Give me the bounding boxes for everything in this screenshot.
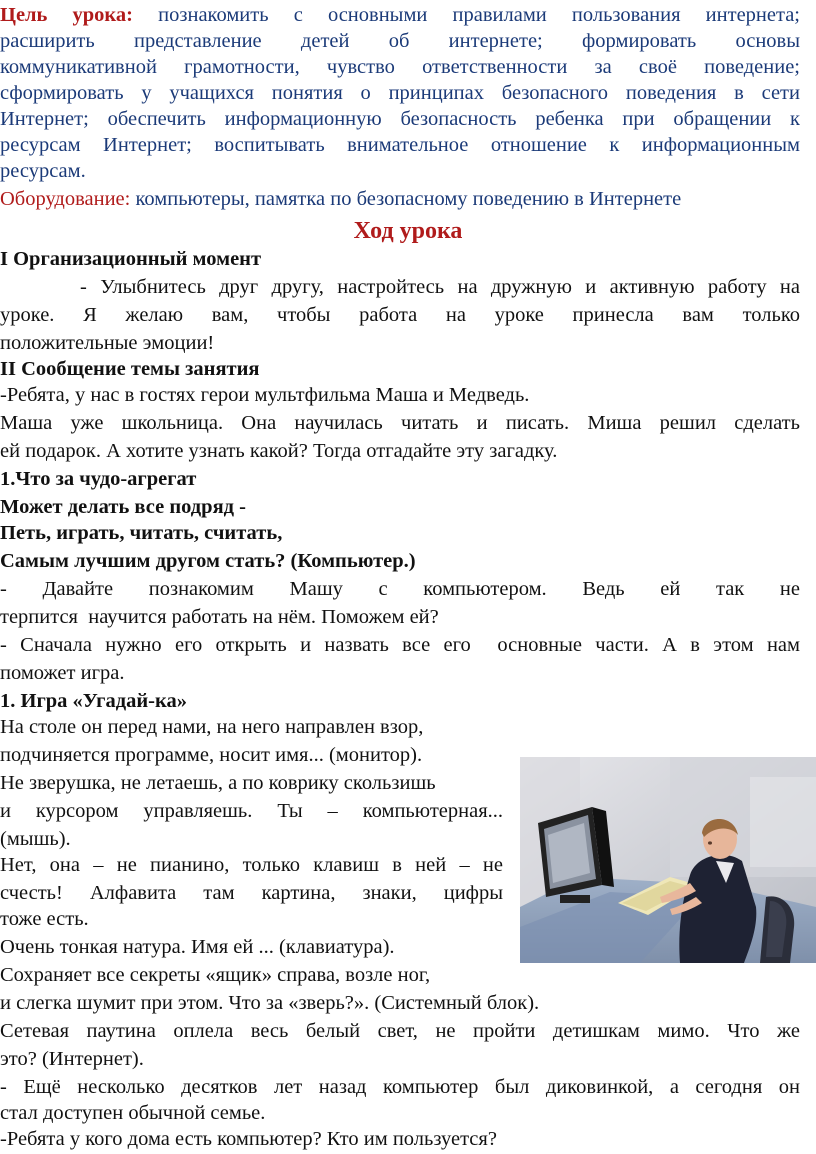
boy-at-computer-photo: [520, 757, 816, 963]
goal-line-6: ресурсам Интернет; воспитывать внимательное отношение к информационным: [0, 134, 800, 156]
riddle-line-2: Может делать все подряд -: [0, 496, 246, 518]
game-line-2: подчиняется программе, носит имя... (монитор).: [0, 744, 423, 766]
game-line-15: стал доступен обычной семье.: [0, 1102, 266, 1124]
section1-heading: I Организационный момент: [0, 248, 262, 270]
equipment-line: [0, 186, 800, 212]
game-line-5: (мышь).: [0, 828, 71, 850]
game-line-16: -Ребята у кого дома есть компьютер? Кто им пользуется?: [0, 1128, 497, 1150]
game-line-9: Очень тонкая натура. Имя ей ... (клавиатура).: [0, 936, 395, 958]
game-line-13: это? (Интернет).: [0, 1048, 144, 1070]
page-title: Ход урока: [353, 218, 463, 244]
equipment-label: Оборудование:: [0, 188, 131, 210]
game-line-10: Сохраняет все секреты «ящик» справа, возле ног,: [0, 964, 431, 986]
game-line-7: счесть! Алфавита там картина, знаки, цифры: [0, 882, 503, 904]
game-line-14: - Ещё несколько десятков лет назад компьютер был диковинкой, а сегодня он: [0, 1076, 800, 1098]
game-line-12: Сетевая паутина оплела весь белый свет, не пройти детишкам мимо. Что же: [0, 1020, 800, 1042]
riddle-line-4: Самым лучшим другом стать? (Компьютер.): [0, 550, 416, 572]
game-line-3: Не зверушка, не летаешь, а по коврику скользишь: [0, 772, 436, 794]
section2-line-3: ей подарок. А хотите узнать какой? Тогда отгадайте эту загадку.: [0, 440, 558, 462]
goal-line-2: расширить представление детей об интернете; формировать основы: [0, 30, 800, 52]
section2-heading: II Сообщение темы занятия: [0, 358, 260, 380]
intro-line-2: терпится научится работать на нём. Поможем ей?: [0, 606, 439, 628]
goal-line-5: Интернет; обеспечить информационную безопасность ребенка при обращении к: [0, 108, 800, 130]
section1-line-3: положительные эмоции!: [0, 332, 215, 354]
game-line-6: Нет, она – не пианино, только клавиш в ней – не: [0, 854, 503, 876]
goal-line-7: ресурсам.: [0, 160, 86, 182]
section1-line-1: - Улыбнитесь друг другу, настройтесь на дружную и активную работу на: [0, 276, 800, 298]
intro-line-4: поможет игра.: [0, 662, 125, 684]
intro-line-1: - Давайте познакомим Машу с компьютером. Ведь ей так не: [0, 578, 800, 600]
goal-line-4: сформировать у учащихся понятия о принципах безопасного поведения в сети: [0, 82, 800, 104]
game-line-8: тоже есть.: [0, 908, 89, 930]
game-line-1: На столе он перед нами, на него направлен взор,: [0, 716, 424, 738]
intro-line-3: - Сначала нужно его открыть и назвать все его основные части. А в этом нам: [0, 634, 800, 656]
section1-line-2: уроке. Я желаю вам, чтобы работа на уроке принесла вам только: [0, 304, 800, 326]
game-line-4: и курсором управляешь. Ты – компьютерная...: [0, 800, 503, 822]
riddle-line-3: Петь, играть, читать, считать,: [0, 522, 283, 544]
section2-line-1: -Ребята, у нас в гостях герои мультфильма Маша и Медведь.: [0, 384, 530, 406]
section2-line-2: Маша уже школьница. Она научилась читать и писать. Миша решил сделать: [0, 412, 800, 434]
game-heading: 1. Игра «Угадай-ка»: [0, 690, 187, 712]
equipment-text: компьютеры, памятка по безопасному поведению в Интернете: [130, 188, 682, 210]
goal-line-1: Цель урока: познакомить с основными правилами пользования интернета;: [0, 4, 800, 26]
goal-label: Цель урока:: [0, 4, 134, 26]
riddle-line-1: 1.Что за чудо-агрегат: [0, 468, 197, 490]
goal-line-3: коммуникативной грамотности, чувство ответственности за своё поведение;: [0, 56, 800, 78]
game-line-11: и слегка шумит при этом. Что за «зверь?». (Системный блок).: [0, 992, 540, 1014]
